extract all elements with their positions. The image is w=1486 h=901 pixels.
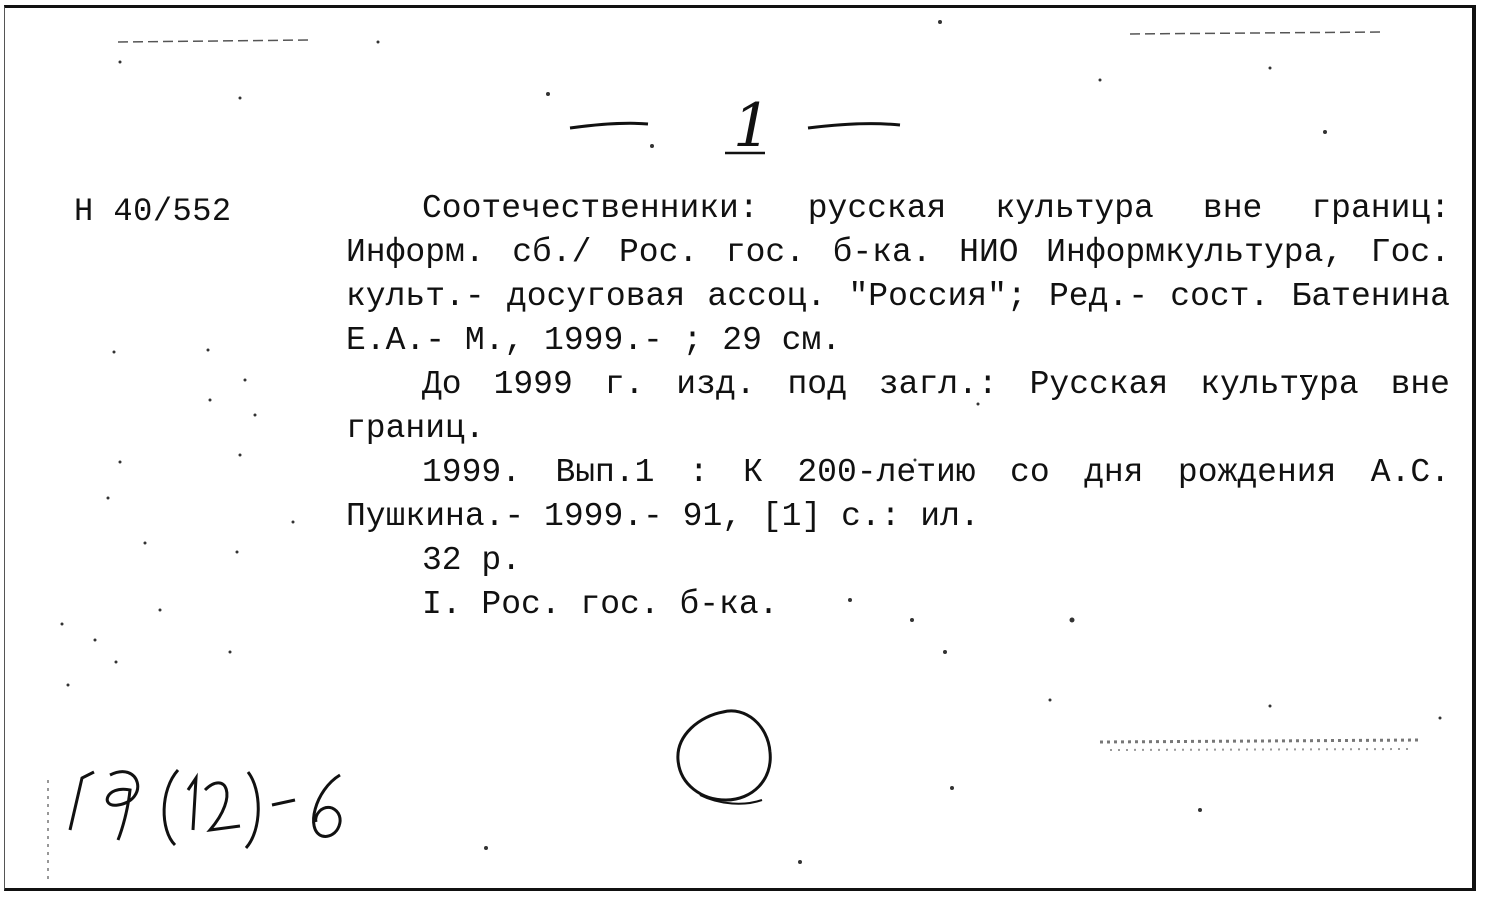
bibliographic-entry bbox=[346, 187, 1450, 627]
hw-index-9 bbox=[107, 772, 137, 840]
hw-index-1 bbox=[70, 772, 94, 830]
hw-index-6 bbox=[314, 775, 341, 836]
page-number-left-dash bbox=[570, 123, 648, 128]
entry-title-note: До 1999 г. изд. под загл.: Русская культура вне границ. bbox=[346, 366, 1450, 447]
hw-index-digit-1 bbox=[188, 778, 196, 830]
entry-price: 32 р. bbox=[422, 542, 522, 579]
circle-stamp bbox=[678, 711, 770, 800]
entry-issue-description: 1999. Вып.1 : К 200-летию со дня рождения А.С. Пушкина.- 1999.- 91, [1] с.: ил. bbox=[346, 454, 1450, 535]
shelf-mark: Н 40/552 bbox=[74, 193, 232, 230]
entry-main-description: Соотечественники: русская культура вне границ: Информ. сб./ Рос. гос. б-ка. НИО Информкультура, Гос. культ.- досуговая ассоц. "Россия"; Ред.- сост. Батенина Е.А.- М., 1999.- ; 29 см. bbox=[346, 190, 1450, 359]
entry-added-entry: I. Рос. гос. б-ка. bbox=[422, 586, 779, 623]
faint-dash-top-right bbox=[1130, 32, 1380, 34]
page-number: 1 bbox=[733, 91, 772, 161]
page-number-right-dash bbox=[808, 124, 900, 128]
hw-index-digit-2 bbox=[205, 783, 240, 830]
hw-index-dash bbox=[272, 800, 295, 805]
hw-index-open-paren bbox=[164, 770, 178, 845]
faint-stamp-smudge-2 bbox=[1110, 749, 1410, 750]
faint-stamp-smudge bbox=[1100, 740, 1420, 742]
faint-dash-top-left bbox=[118, 40, 310, 42]
hw-index-close-paren bbox=[246, 772, 258, 848]
